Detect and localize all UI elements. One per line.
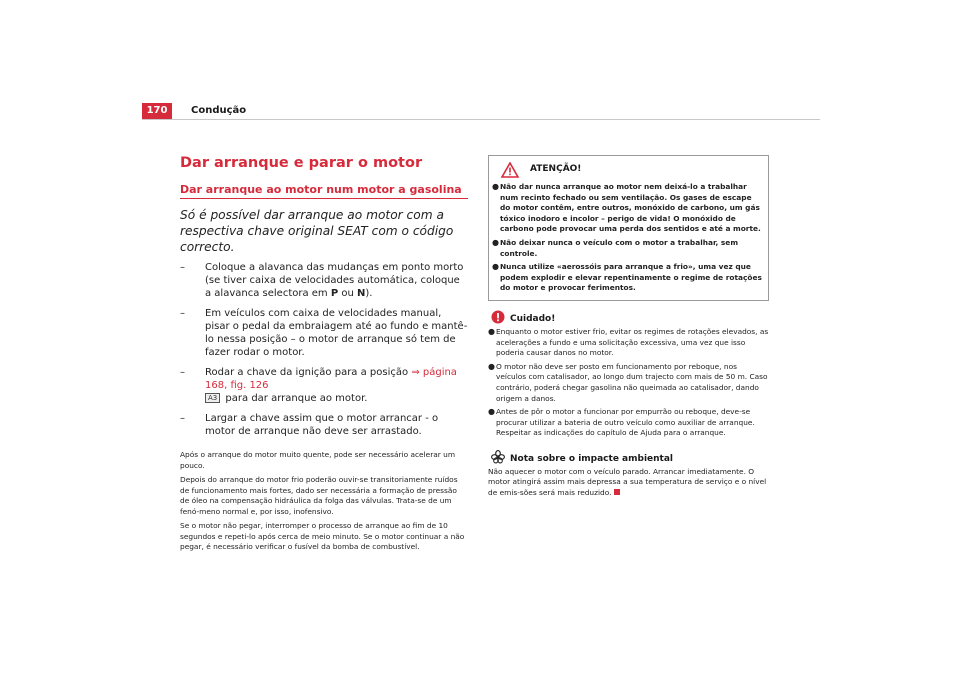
environment-text: Não aquecer o motor com o veículo parado. Arrancar imediatamente. O motor atingirá assim mais depressa a sua temperatura de serviço e o nível de emis-sões será mais reduzido. — [488, 466, 767, 498]
step-text: Em veículos com caixa de velocidades manual, pisar o pedal da embraiagem até ao fundo e mantê-lo nessa posição – o motor de arranque só tem de fazer rodar o motor. — [205, 308, 468, 358]
step-text: Largar a chave assim que o motor arrancar - o motor de arranque não deve ser arrastado. — [205, 413, 439, 437]
step-text: ou — [338, 288, 358, 299]
left-column — [180, 155, 468, 557]
step-text: Coloque a alavanca das mudanças em ponto morto (se tiver caixa de velocidades automática, coloque a alavanca selectora em — [205, 262, 464, 299]
step-dash: – — [180, 413, 185, 424]
bullet-dot-icon: ● — [488, 361, 495, 371]
caution-title: Cuidado! — [510, 313, 556, 324]
step-text: ). — [365, 288, 373, 299]
figure-callout-badge: A3 — [205, 393, 220, 403]
subsection-title: Dar arranque ao motor num motor a gasolina — [180, 183, 468, 199]
bullet-dot-icon: ● — [488, 326, 495, 336]
step-text: Rodar a chave da ignição para a posição — [205, 367, 412, 378]
steps-list — [180, 261, 468, 438]
note-paragraph: Após o arranque do motor muito quente, pode ser necessário acelerar um pouco. — [180, 450, 456, 470]
step-item — [180, 412, 468, 438]
intro-text: Só é possível dar arranque ao motor com a respectiva chave original SEAT com o código correcto. — [180, 208, 454, 254]
caution-exclamation-icon — [491, 310, 505, 324]
caution-bullet: ● O motor não deve ser posto em funcionamento por reboque, nos veículos com catalisador, ao longo dum trajecto com mais de 50 m. Caso contrário, poderá chegar gasolina não queimada ao catalisador, dando origem a danos. — [488, 361, 768, 403]
warning-bullet: ● Nunca utilize «aerossóis para arranque a frio», uma vez que podem explodir e elevar repentinamente o regime de rotações do motor e provocar ferimentos. — [492, 262, 762, 293]
page-reference-link[interactable]: ⇒ página 168, fig. 126 — [205, 367, 457, 391]
step-dash: – — [180, 367, 185, 378]
bullet-dot-icon: ● — [492, 237, 499, 247]
warning-header — [492, 156, 764, 182]
note-paragraph: Depois do arranque do motor frio poderão ouvir-se transitoriamente ruídos de funcionamento mais fortes, dado ser necessária a formação de pressão de óleo na compensação hidráulica da folga das válvulas. Trata-se de um fenó-meno normal e, por isso, inofensivo. — [180, 475, 458, 516]
step-item — [180, 366, 468, 405]
step-item — [180, 307, 468, 359]
bullet-dot-icon: ● — [492, 262, 499, 272]
caution-header — [488, 307, 769, 327]
bullet-dot-icon: ● — [488, 407, 495, 417]
caution-bullet: ● Enquanto o motor estiver frio, evitar os regimes de rotações elevados, as acelerações a fundo e uma solicitação excessiva, uma vez que isso poderia causar danos no motor. — [488, 326, 769, 358]
warning-box — [488, 155, 769, 301]
bullet-dot-icon: ● — [492, 182, 499, 191]
environment-header — [488, 447, 769, 467]
environment-title: Nota sobre o impacte ambiental — [510, 453, 674, 464]
page-header-section: Condução — [191, 105, 247, 116]
flower-environment-icon — [491, 450, 505, 464]
header-divider — [142, 119, 820, 120]
gear-position-n: N — [357, 288, 366, 299]
note-paragraph: Se o motor não pegar, interromper o processo de arranque ao fim de 10 segundos e repeti-lo após cerca de meio minuto. Se o motor continuar a não pegar, é necessário verificar o fusível da bomba de combustível. — [180, 521, 465, 551]
step-dash: – — [180, 262, 185, 273]
right-column — [488, 155, 769, 499]
section-end-marker — [614, 489, 620, 495]
step-text: para dar arranque ao motor. — [222, 393, 368, 404]
warning-bullet: ● Não dar nunca arranque ao motor nem deixá-lo a trabalhar num recinto fechado ou sem ventilação. Os gases de escape do motor contêm, entre outros, monóxido de carbono, um gás tóxico inodoro e incolor – perigo de vida! O monóxido de carbono pode provocar uma perda dos sentidos e até a morte. — [492, 182, 761, 234]
step-dash: – — [180, 308, 185, 319]
warning-title: ATENÇÃO! — [530, 164, 582, 174]
gear-position-p: P — [330, 288, 339, 299]
warning-bullet: ● Não deixar nunca o veículo com o motor a trabalhar, sem controle. — [492, 237, 739, 258]
warning-triangle-icon — [501, 162, 519, 178]
page-number: 170 — [142, 103, 172, 119]
caution-bullet: ● Antes de pôr o motor a funcionar por empurrão ou reboque, deve-se procurar utilizar a bateria de outro veículo como auxiliar de arranque. Respeitar as indicações do capítulo de Ajuda para o arranque. — [488, 407, 755, 438]
step-item — [180, 261, 468, 300]
main-title: Dar arranque e parar o motor — [180, 155, 423, 171]
